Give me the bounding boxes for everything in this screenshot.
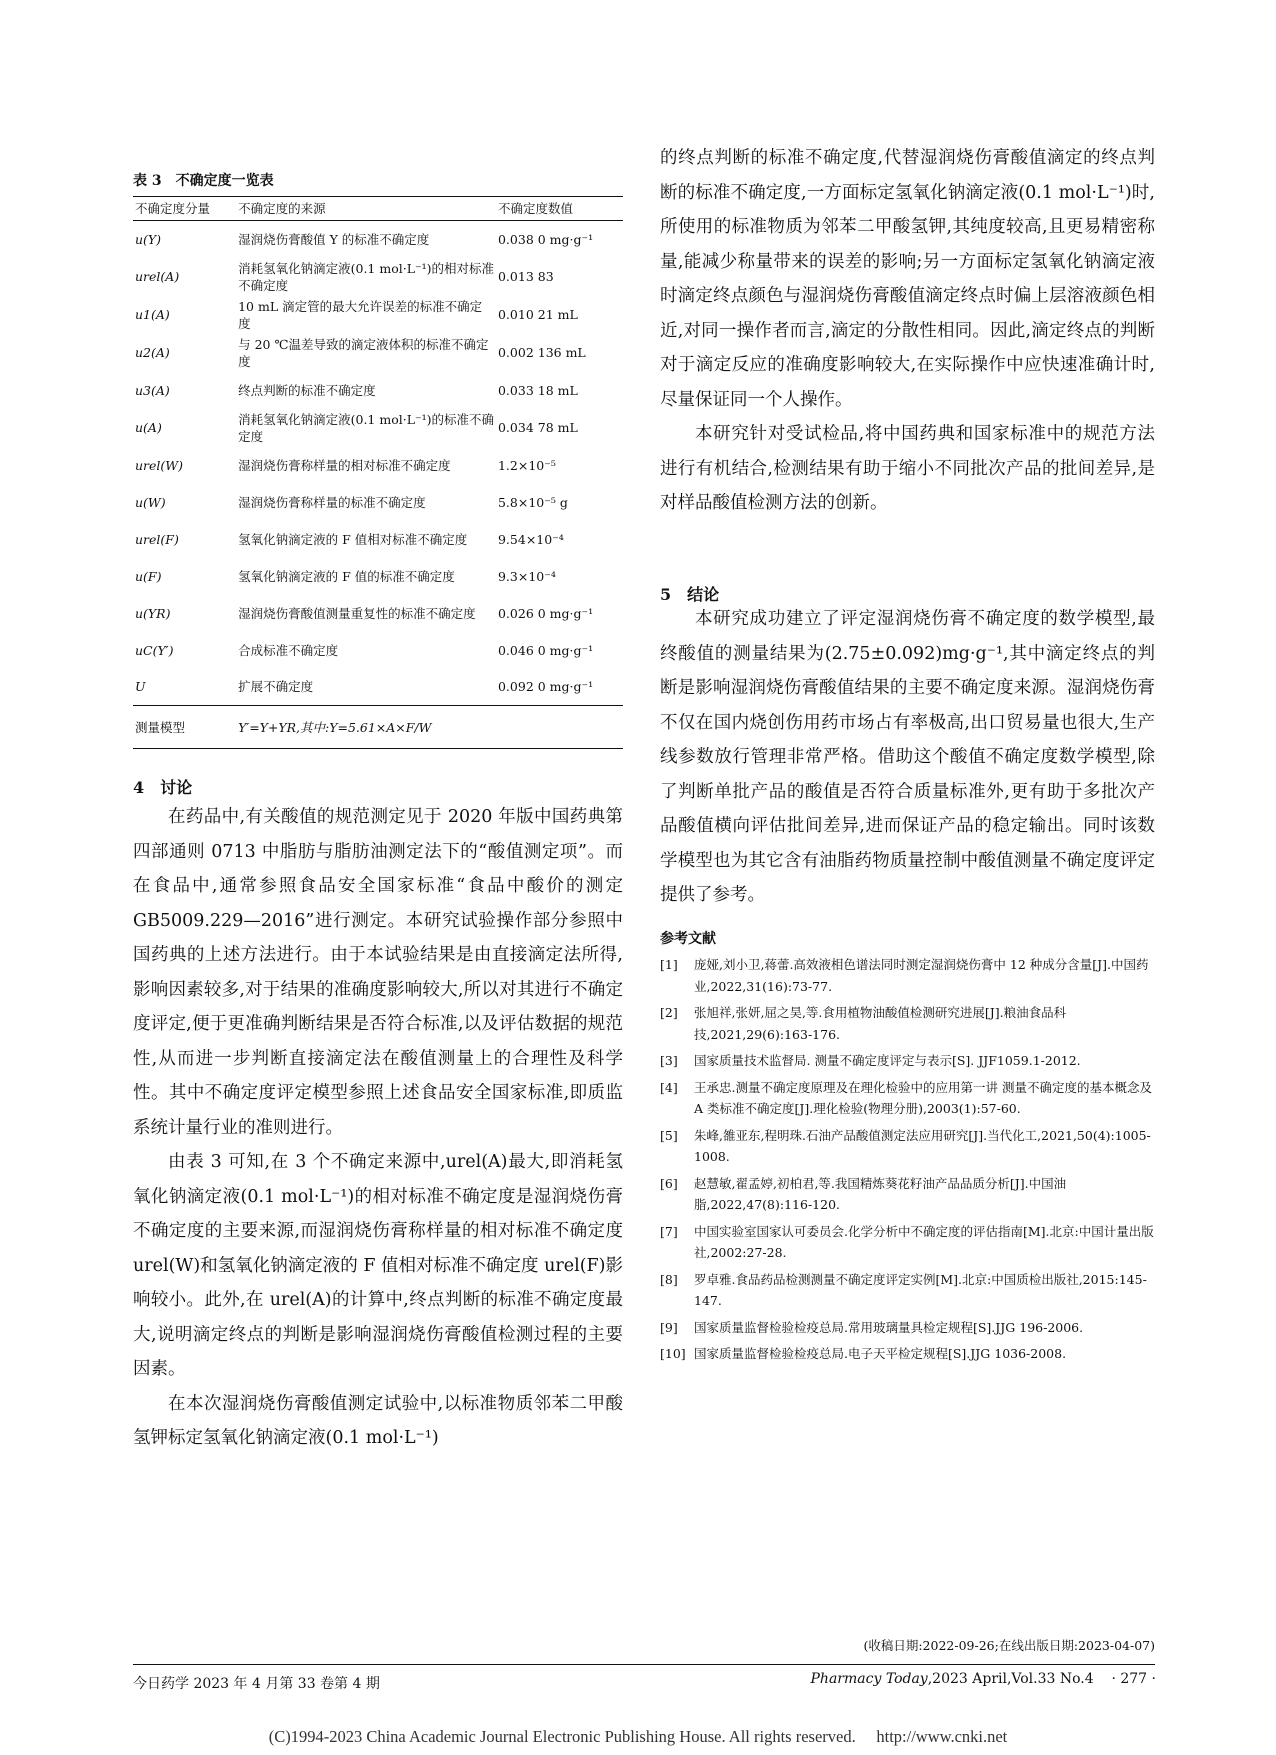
reference-number: [3] [660,1053,678,1068]
source-cell: 湿润烧伤膏酸值 Y 的标准不确定度 [238,231,430,247]
reference-item [660,1125,1155,1168]
source-cell: 终点判断的标准不确定度 [238,382,376,398]
table-row [133,409,623,447]
source-cell: 湿润烧伤膏称样量的标准不确定度 [238,494,426,510]
paragraph: 的终点判断的标准不确定度,代替湿润烧伤膏酸值滴定的终点判断的标准不确定度,一方面标定氢氧化钠滴定液(0.1 mol·L⁻¹)时,所使用的标准物质为邻苯二甲酸氢钾,其纯度较高,且更易精密称量,能减少称量带来的误差的影响;另一方面标定氢氧化钠滴定液时滴定终点颜色与湿润烧伤膏酸值滴定终点时偏上层溶液颜色相近,对同一操作者而言,滴定的分散性相同。因此,滴定终点的判断对于滴定反应的准确度影响较大,在实际操作中应快速准确计时,尽量保证同一个人操作。 [660,148,1155,410]
reference-text: 国家质量技术监督局. 测量不确定度评定与表示[S]. JJF1059.1-2012. [694,1053,1081,1068]
paragraph: 由表 3 可知,在 3 个不确定来源中,urel(A)最大,即消耗氢氧化钠滴定液(0.1 mol·L⁻¹)的相对标准不确定度是湿润烧伤膏不确定度的主要来源,而湿润烧伤膏称样量的相对标准不确定度 urel(W)和氢氧化钠滴定液的 F 值相对标准不确定度 urel(F)影响较小。此外,在 urel(A)的计算中,终点判断的标准不确定度最大,说明滴定终点的判断是影响湿润烧伤膏酸值检测过程的主要因素。 [133,1152,623,1379]
table-row [133,558,623,595]
reference-item [660,1343,1155,1365]
footer-journal-en [811,1671,1156,1687]
col-header-component: 不确定度分量 [133,197,236,221]
value-cell: 0.033 18 mL [497,382,578,398]
component-cell: u(W) [135,494,166,510]
value-cell: 0.046 0 mg·g⁻¹ [497,642,594,658]
value-cell: 0.002 136 mL [497,345,586,360]
value-cell: 0.010 21 mL [497,307,578,322]
paragraph: 在本次湿润烧伤膏酸值测定试验中,以标准物质邻苯二甲酸氢钾标定氢氧化钠滴定液(0.1 mol·L⁻¹) [133,1393,623,1448]
reference-number: [4] [660,1079,678,1095]
component-cell: urel(F) [135,531,179,547]
reference-item [660,1050,1155,1072]
value-cell: 0.013 83 [497,269,554,284]
value-cell: 9.54×10⁻⁴ [497,531,564,547]
reference-text: 国家质量监督检验检疫总局.电子天平检定规程[S].JJG 1036-2008. [694,1346,1067,1361]
reference-number: [8] [660,1271,678,1287]
reference-text: 中国实验室国家认可委员会.化学分析中不确定度的评估指南[M].北京:中国计量出版社,2002:27-28. [694,1223,1154,1260]
table-body [133,221,623,749]
reference-number: [6] [660,1175,678,1191]
table-row [133,595,623,632]
received-dates: (收稿日期:2022-09-26;在线出版日期:2023-04-07) [863,1638,1155,1653]
source-cell: 湿润烧伤膏称样量的相对标准不确定度 [238,457,451,473]
table-row [133,484,623,521]
source-cell: 氢氧化钠滴定液的 F 值相对标准不确定度 [238,531,468,547]
reference-text: 庞娅,刘小卫,蒋蕾.高效液相色谱法同时测定湿润烧伤膏中 12 种成分含量[J].中国药业,2022,31(16):73-77. [694,957,1149,994]
model-label: 测量模型 [133,706,236,749]
source-cell: 扩展不确定度 [238,679,314,695]
col-header-value: 不确定度数值 [496,197,623,221]
model-row [133,706,623,749]
reference-text: 赵慧敏,翟孟婷,初柏君,等.我国精炼葵花籽油产品品质分析[J].中国油脂,2022,47(8):116-120. [694,1175,1067,1212]
table-row [133,334,623,372]
reference-text: 国家质量监督检验检疫总局.常用玻璃量具检定规程[S].JJG 196-2006. [694,1319,1084,1335]
col-header-source: 不确定度的来源 [236,197,496,221]
reference-number: [7] [660,1223,678,1239]
journal-name: Pharmacy Today [810,1671,928,1687]
table-row [133,258,623,296]
reference-item [660,1173,1155,1216]
table-caption: 表 3 不确定度一览表 [133,173,274,189]
source-cell: 与 20 ℃温差导致的滴定液体积的标准不确定度 [238,336,489,369]
paragraph: 在药品中,有关酸值的规范测定见于 2020 年版中国药典第四部通则 0713 中脂肪与脂肪油测定法下的“酸值测定项”。而在食品中,通常参照食品安全国家标准“食品中酸价的测定 GB5009.229—2016”进行测定。本研究试验操作部分参照中国药典的上述方法进行。由于本试验结果是由直接滴定法所得,影响因素较多,对于结果的准确度影响较大,所以对其进行不确定度评定,便于更准确判断结果是否符合标准,以及评估数据的规范性,从而进一步判断直接滴定法在酸值测量上的合理性及科学性。其中不确定度评定模型参照上述食品安全国家标准,即质监系统计量行业的准则进行。 [133,807,623,1138]
section-4-continued [660,141,1155,521]
journal-issue: ,2023 April,Vol.33 No.4 [927,1671,1094,1687]
page-number: · 277 · [1111,1671,1156,1687]
source-cell: 消耗氢氧化钠滴定液(0.1 mol·L⁻¹)的相对标准不确定度 [238,260,494,293]
reference-item [660,954,1155,997]
component-cell: u1(A) [135,307,170,322]
source-cell: 湿润烧伤膏酸值测量重复性的标准不确定度 [238,605,476,621]
component-cell: u(Y) [135,231,162,247]
reference-item [660,1269,1155,1312]
value-cell: 5.8×10⁻⁵ g [497,494,568,510]
value-cell: 1.2×10⁻⁵ [497,457,556,473]
component-cell: u3(A) [135,382,170,398]
component-cell: u(YR) [135,605,171,621]
section-5-body [660,602,1155,913]
footer-rule [133,1664,1155,1665]
reference-text: 罗卓雅.食品药品检测测量不确定度评定实例[M].北京:中国质检出版社,2015:145-147. [694,1271,1147,1308]
component-cell: U [135,679,146,695]
reference-text: 朱峰,雒亚东,程明珠.石油产品酸值测定法应用研究[J].当代化工,2021,50(4):1005-1008. [694,1127,1151,1164]
references-list [660,954,1155,1370]
reference-number: [9] [660,1319,678,1335]
table-row [133,221,623,258]
reference-number: [1] [660,957,678,972]
footer-journal-cn: 今日药学 2023 年 4 月第 33 卷第 4 期 [133,1676,380,1692]
table-row [133,521,623,558]
section-5-heading: 5 结论 [660,585,720,604]
value-cell: 0.026 0 mg·g⁻¹ [497,605,594,621]
reference-text: 张旭祥,张妍,屈之昊,等.食用植物油酸值检测研究进展[J].粮油食品科技,2021,29(6):163-176. [694,1005,1067,1042]
reference-text: 王承忠.测量不确定度原理及在理化检验中的应用第一讲 测量不确定度的基本概念及 A 类标准不确定度[J].理化检验(物理分册),2003(1):57-60. [694,1079,1152,1116]
section-4-heading: 4 讨论 [133,778,193,797]
reference-number: [5] [660,1127,678,1143]
source-cell: 氢氧化钠滴定液的 F 值的标准不确定度 [238,568,455,584]
reference-item [660,1002,1155,1045]
value-cell: 0.038 0 mg·g⁻¹ [497,231,594,247]
uncertainty-table [133,196,623,749]
value-cell: 0.034 78 mL [497,420,578,435]
table-row [133,632,623,669]
reference-item [660,1317,1155,1339]
component-cell: u2(A) [135,345,170,360]
reference-number: [10] [660,1346,686,1361]
table-row [133,447,623,484]
references-title: 参考文献 [660,931,716,947]
component-cell: u(F) [135,568,162,584]
component-cell: urel(W) [135,457,184,473]
reference-item [660,1077,1155,1120]
component-cell: urel(A) [135,269,180,284]
source-cell: 消耗氢氧化钠滴定液(0.1 mol·L⁻¹)的标准不确定度 [238,411,494,444]
section-4-body [133,800,623,1456]
component-cell: u(A) [135,420,162,435]
paragraph: 本研究成功建立了评定湿润烧伤膏不确定度的数学模型,最终酸值的测量结果为(2.75±0.092)mg·g⁻¹,其中滴定终点的判断是影响湿润烧伤膏酸值结果的主要不确定度来源。湿润烧伤膏不仅在国内烧创伤用药市场占有率极高,出口贸易量也很大,生产线参数放行管理非常严格。借助这个酸值不确定度数学模型,除了判断单批产品的酸值是否符合质量标准外,更有助于多批次产品酸值横向评估批间差异,进而保证产品的稳定输出。同时该数学模型也为其它含有油脂药物质量控制中酸值测量不确定度评定提供了参考。 [660,609,1155,905]
source-cell: 10 mL 滴定管的最大允许误差的标准不确定度 [238,298,483,331]
value-cell: 9.3×10⁻⁴ [497,568,556,584]
model-formula: Y′=Y+YR,其中:Y=5.61×A×F/W [236,706,623,749]
paragraph: 本研究针对受试检品,将中国药典和国家标准中的规范方法进行有机结合,检测结果有助于缩小不同批次产品的批间差异,是对样品酸值检测方法的创新。 [660,424,1155,513]
table-header-row [133,197,623,221]
reference-item [660,1221,1155,1264]
reference-number: [2] [660,1005,678,1020]
table-row [133,372,623,409]
copyright-notice: (C)1994-2023 China Academic Journal Electronic Publishing House. All rights reserved. http://www.cnki.net [268,1727,1008,1746]
source-cell: 合成标准不确定度 [238,642,339,658]
value-cell: 0.092 0 mg·g⁻¹ [497,679,594,695]
component-cell: uC(Y′) [135,642,174,658]
table-row [133,669,623,706]
table-row [133,296,623,334]
